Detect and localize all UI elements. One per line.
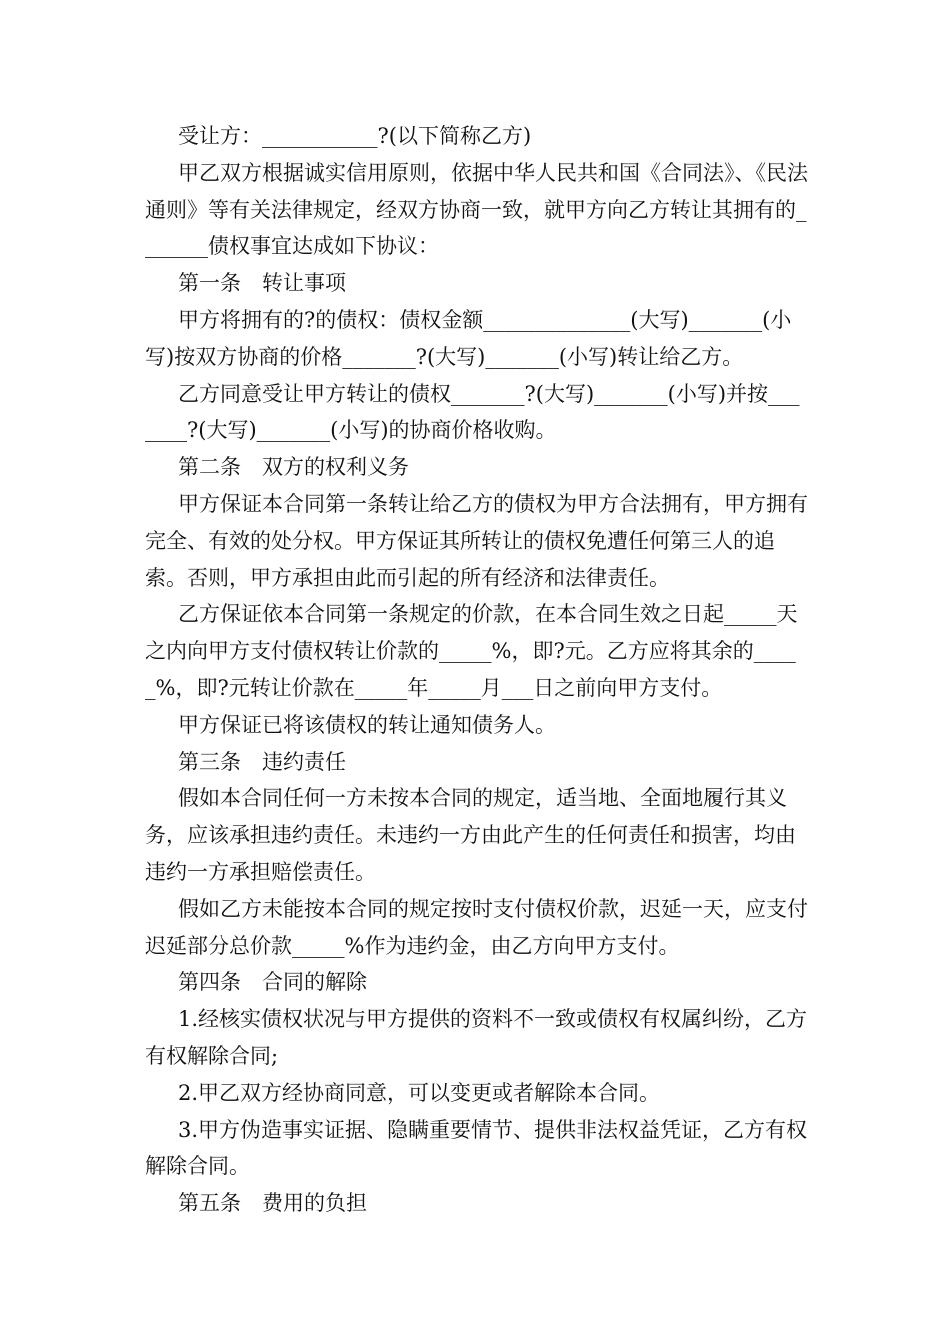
article-4-item-2: 2.甲乙双方经协商同意，可以变更或者解除本合同。	[178, 1080, 661, 1105]
article-4-item-1: 1.经核实债权状况与甲方提供的资料不一致或债权有权属纠纷，乙方有权解除合同;	[145, 1007, 808, 1068]
article-3-clause-1: 假如本合同任何一方未按本合同的规定，适当地、全面地履行其义务，应该承担违约责任。未违约一方由此产生的任何责任和损害，均由违约一方承担赔偿责任。	[145, 786, 796, 884]
preamble-paragraph: 甲乙双方根据诚实信用原则，依据中华人民共和国《合同法》、《民法通则》等有关法律规定，经双方协商一致，就甲方向乙方转让其拥有的_______债权事宜达成如下协议：	[145, 160, 808, 259]
article-1-clause-2: 乙方同意受让甲方转让的债权_______?(大写)_______(小写)并按_______?(大写)_______(小写)的协商价格收购。	[145, 381, 800, 443]
article-3-clause-2: 假如乙方未能按本合同的规定按时支付债权价款，迟延一天，应支付迟延部分总价款_____%作为违约金，由乙方向甲方支付。	[145, 896, 808, 958]
article-1-clause-1: 甲方将拥有的?的债权：债权金额______________(大写)_______(小写)按双方协商的价格_______?(大写)_______(小写)转让给乙方。	[145, 307, 792, 369]
article-2-clause-2: 乙方保证依本合同第一条规定的价款，在本合同生效之日起_____天之内向甲方支付债权转让价款的_____%，即?元。乙方应将其余的_____%，即?元转让价款在_____年_____月___日之前向甲方支付。	[145, 602, 798, 700]
article-5-heading: 第五条 费用的负担	[178, 1191, 367, 1216]
contract-body	[145, 118, 810, 1222]
article-2-clause-3: 甲方保证已将该债权的转让通知债务人。	[178, 712, 556, 737]
assignee-line: 受让方：___________?(以下简称乙方)	[178, 124, 532, 148]
article-4-item-3: 3.甲方伪造事实证据、隐瞒重要情节、提供非法权益凭证，乙方有权解除合同。	[145, 1117, 808, 1179]
article-2-heading: 第二条 双方的权利义务	[178, 455, 409, 480]
article-1-heading: 第一条 转让事项	[178, 271, 346, 296]
article-2-clause-1: 甲方保证本合同第一条转让给乙方的债权为甲方合法拥有，甲方拥有完全、有效的处分权。甲方保证其所转让的债权免遭任何第三人的追索。否则，甲方承担由此而引起的所有经济和法律责任。	[145, 491, 808, 590]
article-4-heading: 第四条 合同的解除	[178, 970, 367, 995]
article-3-heading: 第三条 违约责任	[178, 749, 346, 774]
